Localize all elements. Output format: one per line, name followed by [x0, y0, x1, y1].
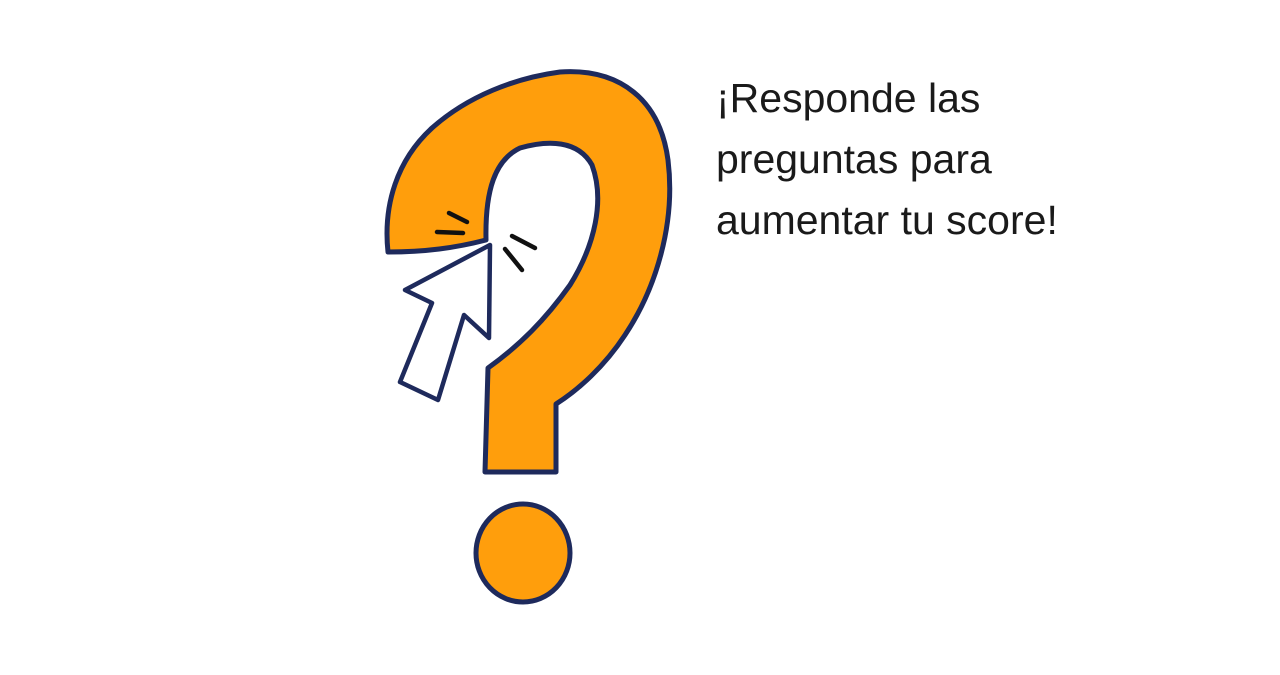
instruction-line-1: ¡Responde las [716, 75, 981, 121]
instruction-line-3: aumentar tu score! [716, 197, 1058, 243]
instruction-line-2: preguntas para [716, 136, 992, 182]
instruction-text [716, 68, 1136, 251]
cursor-arrow-icon [400, 245, 490, 400]
question-dot-icon [476, 504, 570, 602]
question-mark-icon [387, 72, 670, 472]
